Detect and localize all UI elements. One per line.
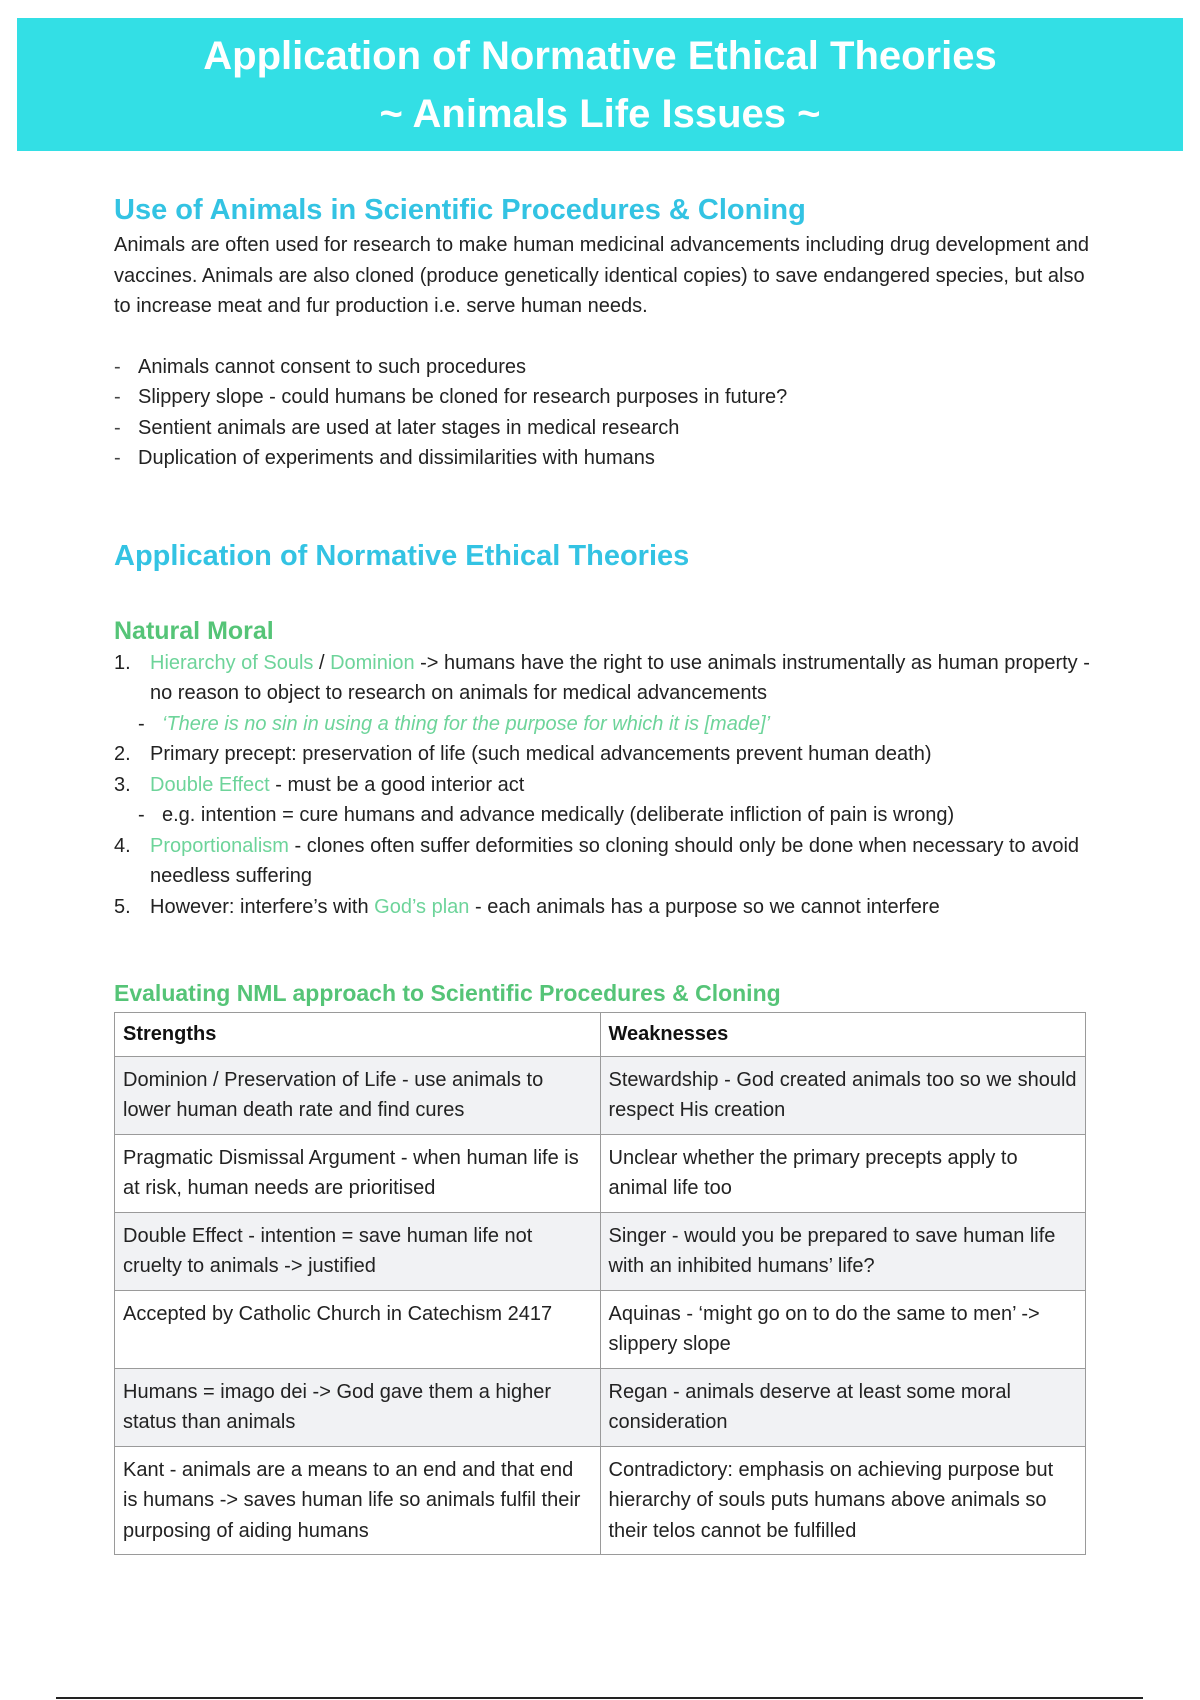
footer-divider: [56, 1697, 1143, 1699]
sub-item: [114, 800, 1104, 831]
term-hierarchy-of-souls: Hierarchy of Souls: [150, 651, 314, 674]
weakness-cell: Stewardship - God created animals too so we should respect His creation: [600, 1056, 1086, 1134]
quote-text: ‘There is no sin in using a thing for the purpose for which it is [made]’: [162, 712, 771, 735]
header-strengths: Strengths: [115, 1013, 601, 1057]
title-line-1: Application of Normative Ethical Theories: [203, 33, 997, 78]
item-number: 1.: [114, 651, 131, 674]
list-item: [114, 770, 1104, 831]
strength-cell: Kant - animals are a means to an end and that end is humans -> saves human life so animals fulfil their purposing of aiding humans: [115, 1446, 601, 1555]
title-banner: [17, 18, 1183, 151]
weakness-cell: Singer - would you be prepared to save human life with an inhibited humans’ life?: [600, 1212, 1086, 1290]
item-text: - each animals has a purpose so we cannot interfere: [469, 895, 940, 918]
table-row: [115, 1056, 1086, 1134]
term-separator: /: [313, 651, 331, 674]
item-number: 5.: [114, 895, 131, 918]
item-number: 2.: [114, 743, 131, 765]
item-prefix: However: interfere’s with: [150, 895, 375, 918]
subheading-natural-moral: Natural Moral: [114, 616, 274, 645]
weakness-cell: Regan - animals deserve at least some moral consideration: [600, 1368, 1086, 1446]
term-gods-plan: God’s plan: [374, 895, 470, 918]
table-row: [115, 1446, 1086, 1555]
list-item: [114, 739, 1104, 770]
strength-cell: Humans = imago dei -> God gave them a higher status than animals: [115, 1368, 601, 1446]
table-row: [115, 1290, 1086, 1368]
weakness-cell: Aquinas - ‘might go on to do the same to men’ -> slippery slope: [600, 1290, 1086, 1368]
list-item: [114, 892, 1104, 923]
evaluation-title: Evaluating NML approach to Scientific Procedures & Cloning: [114, 980, 781, 1006]
table-header-row: [115, 1013, 1086, 1057]
header-weaknesses: Weaknesses: [600, 1013, 1086, 1057]
list-item: - Duplication of experiments and dissimilarities with humans: [114, 443, 1104, 474]
item-text: - clones often suffer deformities so cloning should only be done when necessary to avoid needless suffering: [150, 834, 1080, 887]
list-item: - Sentient animals are used at later stages in medical research: [114, 413, 1104, 444]
sub-item: [114, 709, 1104, 740]
item-number: 4.: [114, 834, 131, 857]
strength-cell: Double Effect - intention = save human life not cruelty to animals -> justified: [115, 1212, 601, 1290]
weakness-cell: Unclear whether the primary precepts apply to animal life too: [600, 1134, 1086, 1212]
list-item: - Animals cannot consent to such procedures: [114, 352, 1104, 383]
strength-cell: Accepted by Catholic Church in Catechism 2417: [115, 1290, 601, 1368]
title-line-2: ~ Animals Life Issues ~: [379, 91, 821, 136]
term-double-effect: Double Effect: [150, 773, 270, 796]
table-row: [115, 1368, 1086, 1446]
list-item: [114, 831, 1104, 892]
term-proportionalism: Proportionalism: [150, 834, 289, 857]
item-text: - must be a good interior act: [269, 773, 525, 796]
main-content: [114, 190, 1104, 1555]
weakness-cell: Contradictory: emphasis on achieving purpose but hierarchy of souls puts humans above animals so their telos cannot be fulfilled: [600, 1446, 1086, 1555]
item-text: -> humans have the right to use animals instrumentally as human property - no reason to object to research on animals for medical advancements: [150, 651, 1090, 704]
term-dominion: Dominion: [330, 651, 415, 674]
item-number: 3.: [114, 773, 131, 796]
strength-cell: Dominion / Preservation of Life - use animals to lower human death rate and find cures: [115, 1056, 601, 1134]
item-text: Primary precept: preservation of life (such medical advancements prevent human death): [150, 743, 932, 765]
concerns-list: [114, 352, 1104, 474]
section-heading-scientific-procedures: Use of Animals in Scientific Procedures & Cloning: [114, 194, 806, 226]
sub-item-text: e.g. intention = cure humans and advance medically (deliberate infliction of pain is wrong): [162, 804, 955, 826]
evaluation-table: [114, 1012, 1086, 1555]
intro-paragraph: Animals are often used for research to make human medicinal advancements including drug development and vaccines. Animals are also cloned (produce genetically identical copies) to save endangered species, but also to increase meat and fur production i.e. serve human needs.: [114, 234, 1089, 317]
section-heading-normative-theories: Application of Normative Ethical Theories: [114, 539, 690, 572]
list-item: - Slippery slope - could humans be cloned for research purposes in future?: [114, 382, 1104, 413]
table-row: [115, 1212, 1086, 1290]
natural-moral-list: [114, 648, 1104, 923]
strength-cell: Pragmatic Dismissal Argument - when human life is at risk, human needs are prioritised: [115, 1134, 601, 1212]
list-item: [114, 648, 1104, 740]
table-row: [115, 1134, 1086, 1212]
